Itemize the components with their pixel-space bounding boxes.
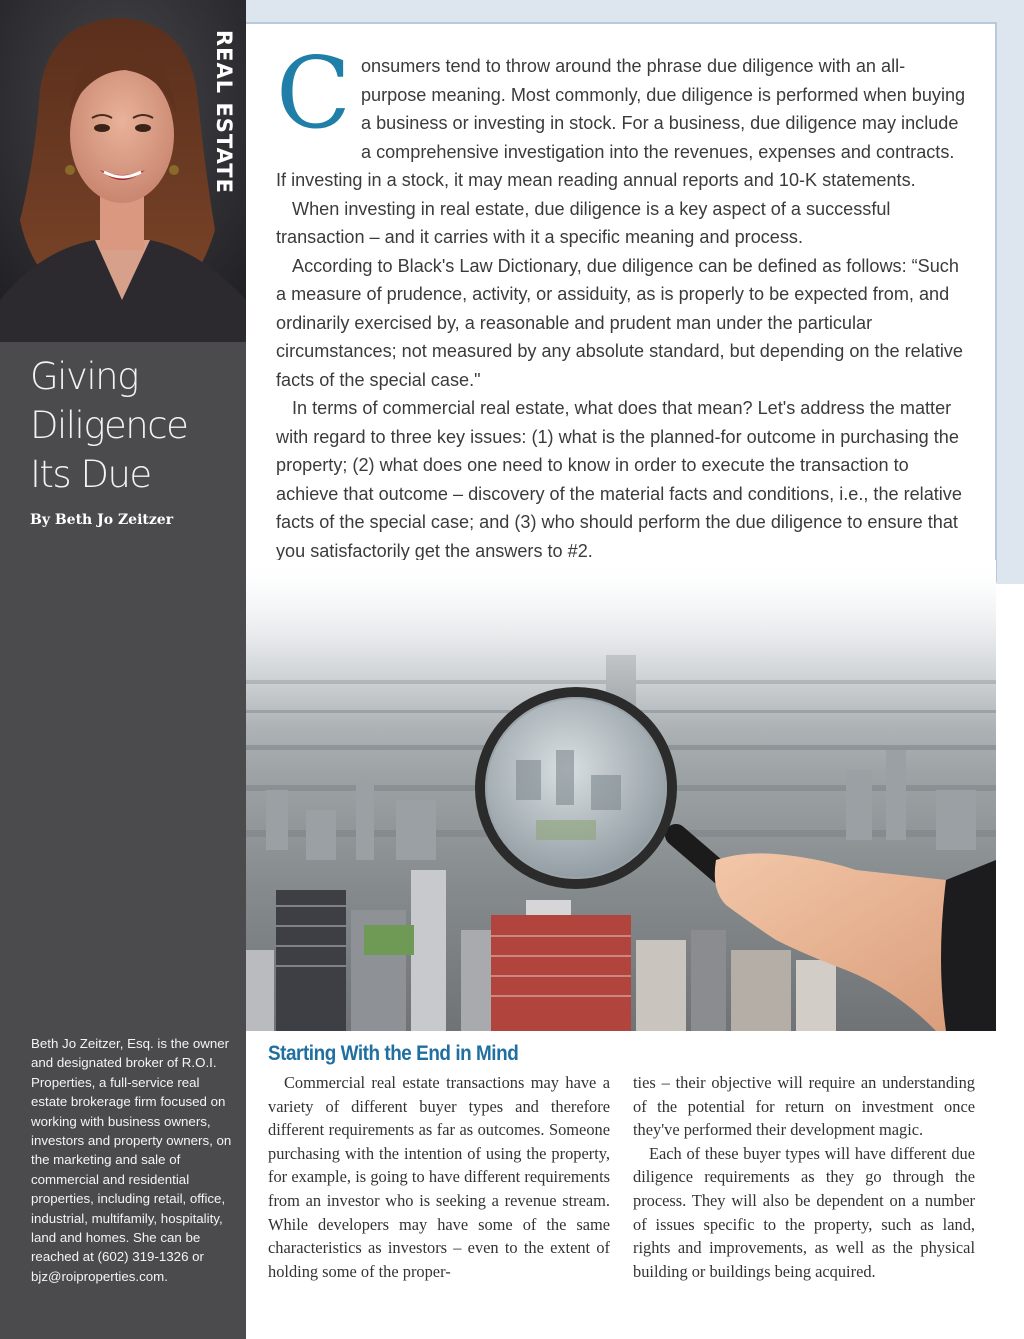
right-strip [996, 24, 1024, 584]
intro-paragraph-1 [276, 37, 966, 195]
byline: By Beth Jo Zeitzer [30, 512, 174, 528]
portrait-illustration [0, 0, 246, 342]
author-bio: Beth Jo Zeitzer, Esq. is the owner and designated broker of R.O.I. Properties, a full-service real estate brokerage firm focused on working with business owners, investors and property owners, on the marketing and sale of commercial and residential properties, including retail, office, industrial, multifamily, hospitality, land and homes. She can be reached at (602) 319-1326 or bjz@roiproperties.com. [31, 1036, 232, 1284]
body-paragraph-2: Each of these buyer types will have different due diligence requirements as they go through the process. They will also be dependent on a number of issues specific to the property, such as land, rights and improvements, as well as the physical building or buildings being acquired. [633, 1143, 975, 1281]
section-label: REAL ESTATE [212, 30, 236, 194]
intro-paragraph-2: When investing in real estate, due diligence is a key aspect of a successful transaction – and it carries with it a specific meaning and process. [276, 198, 891, 247]
body-column-1 [268, 1071, 610, 1283]
sidebar [0, 0, 246, 1339]
headline-line-1: Giving [30, 355, 138, 398]
drop-cap: C [276, 37, 351, 151]
article-headline [30, 352, 230, 499]
body-column-2 [633, 1071, 975, 1283]
body-paragraph-1: Commercial real estate transactions may have a variety of different buyer types and therefore different requirements as far as outcomes. Someone purchasing with the intention of using the property, for example, is going to have different requirements from an investor who is seeking a revenue stream. While developers may have some of the same characteristics as investors – even to the extent of holding some of the proper- [268, 1073, 610, 1281]
city-illustration [246, 560, 996, 1031]
intro-paragraph-1-text: onsumers tend to throw around the phrase due diligence with an all-purpose meaning. Most commonly, due diligence is performed when buying a business or investing in stock. For a business, due diligence may include a comprehensive investigation into the revenues, expenses and contracts. If investing in a stock, it may mean reading annual reports and 10-K statements. [276, 56, 966, 190]
city-magnifier-photo [246, 560, 996, 1031]
headline-line-2: Diligence [30, 404, 188, 447]
author-portrait [0, 0, 246, 342]
intro-paragraph-3: According to Black's Law Dictionary, due diligence can be defined as follows: “Such a measure of prudence, activity, or assiduity, as is properly to be expected from, and ordinarily exercised by, a reasonable and prudent man under the particular circumstances; not measured by any absolute standard, but depending on the relative facts of the special case." [276, 255, 963, 390]
section-subhead: Starting With the End in Mind [268, 1042, 519, 1065]
intro-paragraph-4: In terms of commercial real estate, what does that mean? Let's address the matter with regard to three key issues: (1) what is the planned-for outcome in purchasing the property; (2) what does one need to know in order to execute the transaction to achieve that outcome – discovery of the material facts and conditions, i.e., the relative facts of the special case; and (3) who should perform the due diligence to ensure that you satisfactorily get the answers to #2. [276, 398, 962, 561]
headline-line-3: Its Due [30, 453, 151, 496]
top-band [246, 0, 1024, 24]
intro-text [276, 37, 966, 565]
body-paragraph-1-continued: ties – their objective will require an understanding of the potential for return on investment once they've performed their development magic. [633, 1073, 975, 1140]
